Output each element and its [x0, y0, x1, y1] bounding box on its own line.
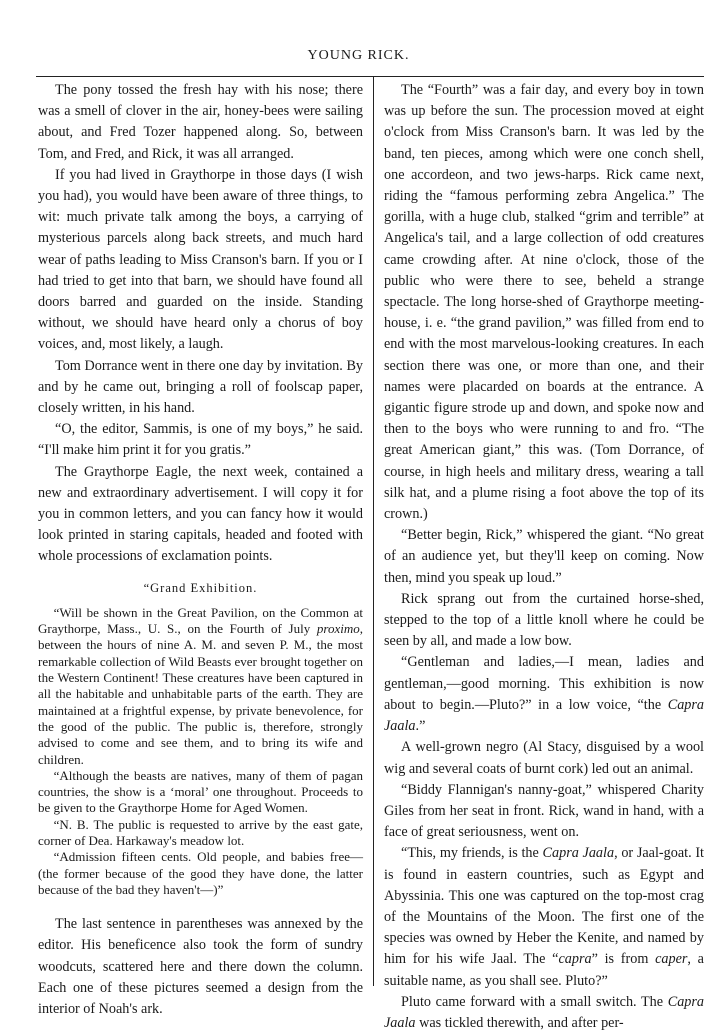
paragraph: If you had lived in Graythorpe in those days (I wish you had), you would have been aware of three things, to wit: much private talk among the boys, a carrying of mysterious parcels along back streets, and much hard wear of paths leading to Miss Cranson's barn. If you or I had tried to get into that barn, we should have found all doors barred and guarded on the inside. Standing without, we should have heard only a chorus of boy voices, and, most likely, a laugh.	[38, 166, 363, 353]
column-divider	[373, 76, 374, 986]
paragraph: “Gentleman and ladies,—I mean, ladies and gentleman,—good morning. This exhibition is now about to begin.—Pluto?” in a low voice, “the Capra Jaala.”	[384, 654, 704, 735]
paragraph: Pluto came forward with a small switch. The Capra Jaala was tickled therewith, and after per-	[384, 993, 704, 1031]
paragraph: The pony tossed the fresh hay with his nose; there was a smell of clover in the air, honey-bees were sailing about, and Fred Tozer happened along. So, between Tom, and Fred, and Rick, it was all arranged.	[38, 82, 363, 162]
running-header: YOUNG RICK.	[307, 48, 410, 63]
right-column	[384, 80, 704, 1034]
paragraph: Tom Dorrance went in there one day by invitation. By and by he came out, bringing a roll of foolscap paper, closely written, in his hand.	[38, 357, 363, 417]
paragraph: The Graythorpe Eagle, the next week, contained a new and extraordinary advertisement. I will copy it for you in common letters, and you can fancy how it would look printed in staring capitals, headed and footed with whole processions of exclamation points.	[38, 463, 363, 565]
ad-paragraph: “Will be shown in the Great Pavilion, on the Common at Graythorpe, Mass., U. S., on the Fourth of July proximo, between the hours of nine A. M. and seven P. M., the most remarkable collection of Wild Beasts ever brought together on the Western Continent! These creatures have been captured in all the habitable and unhabitable parts of the earth. They are maintained at a frightful expense, by private benevolence, for the good of the public. The public is, therefore, strongly advised to come and see them, and to bring its wife and children.	[38, 604, 363, 767]
ad-paragraph: “N. B. The public is requested to arrive by the east gate, corner of Dea. Harkaway's meadow lot.	[38, 816, 363, 849]
ad-paragraph: “Although the beasts are natives, many of them of pagan countries, the show is a ‘moral’ one throughout. Proceeds to be given to the Graythorpe Home for Aged Women.	[38, 767, 363, 816]
ad-heading: “Grand Exhibition.	[143, 580, 258, 595]
paragraph: The last sentence in parentheses was annexed by the editor. His beneficence also took the form of sundry woodcuts, scattered here and there down the column. Each one of these pictures seemed a design from the interior of Noah's ark.	[38, 916, 363, 1018]
paragraph: Rick sprang out from the curtained horse-shed, stepped to the top of a little knoll where he could be seen by all, and made a low bow.	[384, 590, 704, 650]
paragraph: “O, the editor, Sammis, is one of my boys,” he said. “I'll make him print it for you gratis.”	[38, 421, 363, 459]
header-rule	[36, 76, 704, 77]
paragraph: The “Fourth” was a fair day, and every boy in town was up before the sun. The procession moved at eight o'clock from Miss Cranson's barn. It was led by the band, ten pieces, among which were one conch shell, one accordeon, and two jews-harps. Rick came next, riding the “famous performing zebra Angelica.” The gorilla, with a huge club, stalked “grim and terrible” at Angelica's tail, and a large collection of odd creatures came crowding after. At nine o'clock, those of the public who were there to see, beheld a strange spectacle. The long horse-shed of Graythorpe meeting-house, i. e. “the grand pavilion,” was filled from end to end with the most marvelous-looking creatures. In each section there was one, or more than one, and their names were placarded on boards at the entrance. A gigantic figure strode up and down, and spoke now and then to the boys who were running to and fro. “The great American giant,” this was. (Tom Dorrance, of course, in high heels and military dress, wearing a tall silk hat, and a plume rising a foot above the top of its crown.)	[384, 82, 704, 523]
left-column	[38, 80, 363, 1020]
ad-paragraph: “Admission fifteen cents. Old people, and babies free—(the former because of the good they have done, the latter because of the bad they haven't—)”	[38, 849, 363, 897]
paragraph: A well-grown negro (Al Stacy, disguised by a wool wig and several coats of burnt cork) led out an animal.	[384, 739, 704, 777]
paragraph: “This, my friends, is the Capra Jaala, or Jaal-goat. It is found in eastern countries, such as Egypt and Abyssinia. This one was captured on the top-most crag of the Mountains of the Moon. The first one of the species was owned by Heber the Kenite, and named by him for his wife Jaal. The “capra” is from caper, a suitable name, as you shall see. Pluto?”	[384, 845, 704, 989]
paragraph: “Biddy Flannigan's nanny-goat,” whispered Charity Giles from her seat in front. Rick, wand in hand, with a face of great seriousness, went on.	[384, 781, 704, 841]
paragraph: “Better begin, Rick,” whispered the giant. “No great of an audience yet, but they'll keep on coming. Now then, mind you speak up loud.”	[384, 527, 704, 586]
